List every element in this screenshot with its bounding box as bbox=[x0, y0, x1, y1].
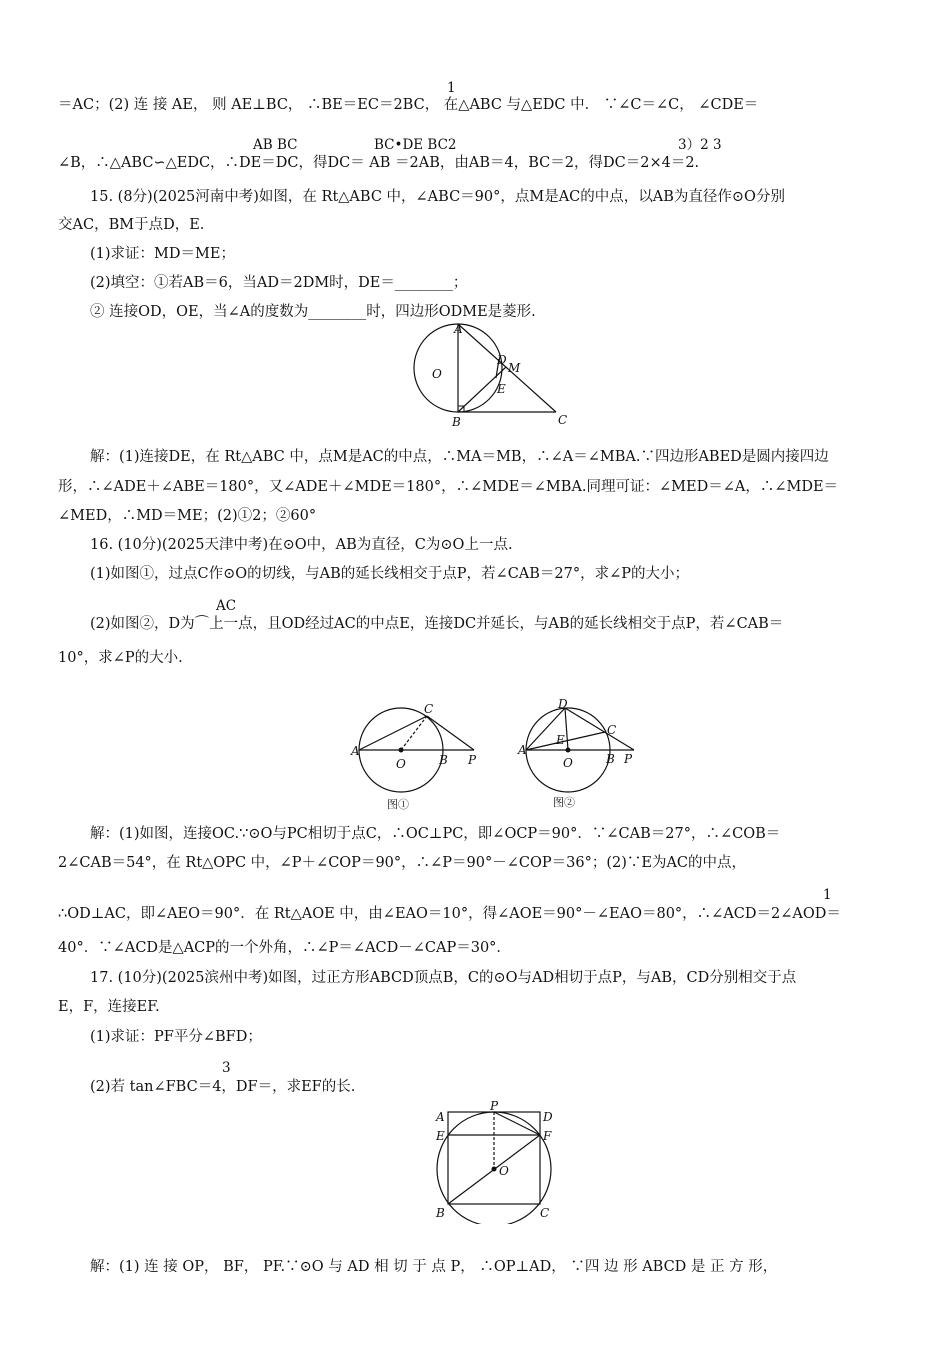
solution-15: 解：(1)连接DE，在 Rt△ABC 中，点M是AC的中点，∴MA＝MB，∴∠A＝∠MBA.∵四边形ABED是圆内接四边 bbox=[90, 449, 829, 465]
label-B: B bbox=[436, 1206, 445, 1220]
question-16-stem: 16. (10分)(2025天津中考)在⊙O中，AB为直径，C为⊙O上一点. bbox=[90, 537, 513, 553]
fraction-superscript: 1 bbox=[447, 80, 456, 96]
label-A: A bbox=[351, 744, 360, 758]
text-line: 10°，求∠P的大小. bbox=[58, 650, 183, 666]
label-C: C bbox=[607, 723, 617, 737]
text-line: 40°．∵∠ACD是△ACP的一个外角，∴∠P＝∠ACD－∠CAP＝30°． bbox=[58, 940, 511, 956]
label-B: B bbox=[452, 415, 461, 429]
label-P: P bbox=[468, 753, 477, 767]
question-16-part1: (1)如图①，过点C作⊙O的切线，与AB的延长线相交于点P，若∠CAB＝27°，求∠P的大小； bbox=[90, 566, 690, 582]
text-line: E，F，连接EF. bbox=[58, 999, 160, 1015]
question-17-part2: (2)若 tan∠FBC＝4，DF＝，求EF的长. bbox=[90, 1079, 356, 1095]
fraction-superscript: 3 bbox=[222, 1060, 231, 1076]
label-O: O bbox=[563, 756, 573, 770]
label-C: C bbox=[540, 1206, 550, 1220]
text-line: ∴OD⊥AC，即∠AEO＝90°．在 Rt△AOE 中，由∠EAO＝10°，得∠AOE＝90°－∠EAO＝80°，∴∠ACD＝2∠AOD＝ bbox=[58, 906, 841, 922]
label-O: O bbox=[432, 367, 442, 381]
label-M: M bbox=[508, 361, 521, 375]
label-P: P bbox=[624, 752, 633, 766]
label-E: E bbox=[497, 382, 506, 396]
label-A: A bbox=[518, 743, 527, 757]
label-B: B bbox=[439, 753, 448, 767]
caption-figure-1: 图① bbox=[387, 798, 409, 811]
solution-16: 解：(1)如图，连接OC.∵⊙O与PC相切于点C，∴OC⊥PC，即∠OCP＝90°．∵∠CAB＝27°，∴∠COB＝ bbox=[90, 826, 781, 842]
question-17-part1: (1)求证：PF平分∠BFD； bbox=[90, 1029, 262, 1045]
question-16-part2: (2)如图②，D为⌒上一点，且OD经过AC的中点E，连接DC并延长，与AB的延长线相交于点P，若∠CAB＝ bbox=[90, 616, 784, 632]
solution-17: 解：(1) 连 接 OP， BF， PF.∵⊙O 与 AD 相 切 于 点 P， ∴OP⊥AD， ∵四 边 形 ABCD 是 正 方 形， bbox=[90, 1259, 778, 1275]
figure-16-1-diagram bbox=[346, 702, 496, 814]
label-D: D bbox=[543, 1110, 553, 1124]
label-O: O bbox=[396, 757, 406, 771]
text-line: ＝AC；(2) 连 接 AE， 则 AE⊥BC， ∴BE＝EC＝2BC， 在△ABC 与△EDC 中． ∵∠C＝∠C， ∠CDE＝ bbox=[58, 97, 759, 113]
fraction-superscript: 1 bbox=[823, 887, 832, 903]
label-E: E bbox=[556, 733, 565, 747]
question-15-stem: 15. (8分)(2025河南中考)如图，在 Rt△ABC 中，∠ABC＝90°，点M是AC的中点，以AB为直径作⊙O分别 bbox=[90, 189, 785, 205]
text-line: ∠MED，∴MD＝ME；(2)①2；②60° bbox=[58, 508, 317, 524]
fraction-superscript: 3）2 3 bbox=[678, 137, 722, 153]
arc-label: AC bbox=[216, 598, 237, 614]
text-line: 交AC，BM于点D，E. bbox=[58, 217, 205, 233]
figure-17-diagram bbox=[428, 1100, 560, 1224]
question-15-part3: ② 连接OD，OE，当∠A的度数为________时，四边形ODME是菱形. bbox=[90, 304, 536, 320]
label-A: A bbox=[436, 1110, 445, 1124]
question-15-part2: (2)填空：①若AB＝6，当AD＝2DM时，DE＝________； bbox=[90, 275, 468, 291]
figure-15-diagram bbox=[408, 322, 580, 430]
text-line: ∠B，∴△ABC∽△EDC，∴DE＝DC，得DC＝ AB ＝2AB，由AB＝4，BC＝2，得DC＝2×4＝2. bbox=[58, 155, 700, 171]
question-15-part1: (1)求证：MD＝ME； bbox=[90, 246, 235, 262]
fraction-superscript: AB BC bbox=[253, 137, 298, 153]
text-line: 2∠CAB＝54°，在 Rt△OPC 中，∠P＋∠COP＝90°，∴∠P＝90°－∠COP＝36°；(2)∵E为AC的中点， bbox=[58, 855, 747, 871]
label-E: E bbox=[436, 1129, 445, 1143]
label-D: D bbox=[497, 353, 507, 367]
figure-16-2-diagram bbox=[512, 696, 662, 814]
label-O: O bbox=[499, 1164, 509, 1178]
label-P: P bbox=[490, 1100, 499, 1113]
label-B: B bbox=[606, 752, 615, 766]
label-F: F bbox=[543, 1129, 552, 1143]
label-D: D bbox=[558, 697, 568, 711]
label-C: C bbox=[424, 702, 434, 716]
label-A: A bbox=[454, 322, 463, 336]
caption-figure-2: 图② bbox=[553, 796, 575, 809]
question-17-stem: 17. (10分)(2025滨州中考)如图，过正方形ABCD顶点B，C的⊙O与AD相切于点P，与AB，CD分别相交于点 bbox=[90, 970, 797, 986]
fraction-superscript: BC•DE BC2 bbox=[374, 137, 457, 153]
text-line: 形，∴∠ADE＋∠ABE＝180°，又∠ADE＋∠MDE＝180°，∴∠MDE＝∠MBA.同理可证：∠MED＝∠A，∴∠MDE＝ bbox=[58, 479, 839, 495]
label-C: C bbox=[558, 413, 568, 427]
